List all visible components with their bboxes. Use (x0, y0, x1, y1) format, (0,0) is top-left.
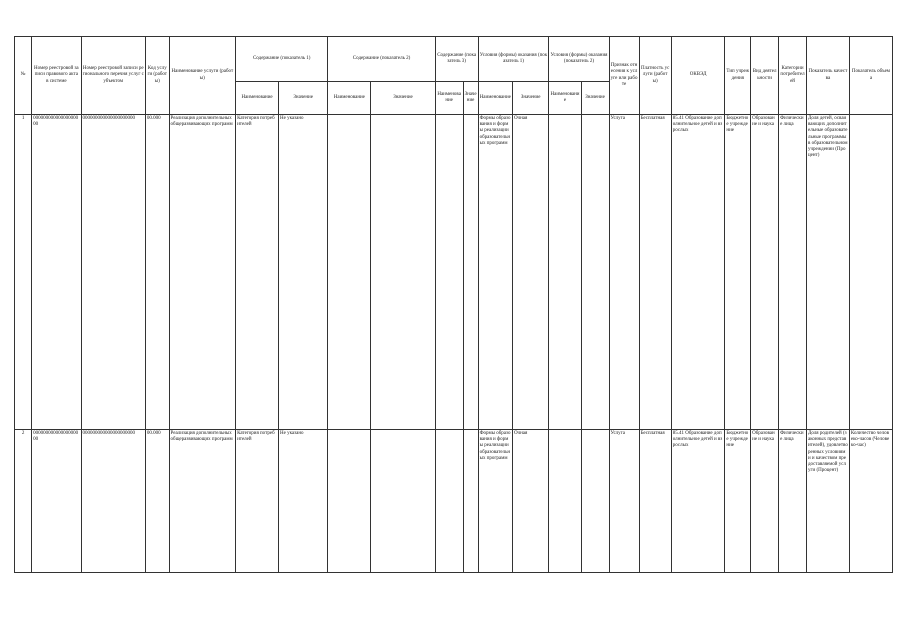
header-reg-subj: Номер реестровой записи регионального перечня услуг субъектом (81, 37, 145, 115)
cell-usl2-naim (549, 430, 581, 573)
cell-usl1-naim: Формы образования и формы реализации образовательных программ (478, 115, 512, 430)
header-pok-kach: Показатель качества (806, 37, 849, 115)
cell-num: 1 (15, 115, 32, 430)
cell-okved: 85.41 Образование дополнительное детей и взрослых (671, 115, 725, 430)
cell-pok-kach: Доля детей, осваивающих дополнительные образовательные программы в образовательном учреждении (Процент) (806, 115, 849, 430)
cell-usl2-znach (581, 430, 609, 573)
header-usl2: Условия (формы) оказания (показатель 2) (549, 37, 609, 82)
cell-sod2-znach (371, 430, 435, 573)
cell-kod: 00.000 (145, 115, 169, 430)
cell-tip-uchr: Бюджетное учреждение (725, 430, 751, 573)
cell-okved: 85.41 Образование дополнительное детей и взрослых (671, 430, 725, 573)
header-naim-usl: Наименование услуги (работы) (169, 37, 236, 115)
cell-usl2-znach (581, 115, 609, 430)
subheader-sod3-naim: Наименование (435, 82, 463, 115)
header-row-1 (15, 37, 893, 82)
cell-num: 2 (15, 430, 32, 573)
header-sod1: Содержание (показатель 1) (236, 37, 328, 82)
cell-platnost: Бесплатная (639, 115, 671, 430)
header-vid-ds: Вид деятельности (751, 37, 779, 115)
cell-kat-potr: Физические лица (779, 430, 807, 573)
subheader-sod1-znach: Значение (279, 82, 328, 115)
cell-sod3-naim (435, 430, 463, 573)
cell-usl1-naim: Формы образования и формы реализации образовательных программ (478, 430, 512, 573)
header-priznak: Признак отнесения к услуге или работе (609, 37, 639, 115)
registry-sheet (14, 36, 893, 573)
subheader-sod2-znach: Значение (371, 82, 435, 115)
subheader-usl1-naim: Наименование (478, 82, 512, 115)
cell-sod3-znach (463, 430, 478, 573)
cell-reg-nomer: 00000000000000000000 (32, 430, 81, 573)
cell-pok-obem: Количество человеко-часов (Человеко-час) (849, 430, 892, 573)
cell-reg-nomer: 00000000000000000000 (32, 115, 81, 430)
header-sod2: Содержание (показатель 2) (328, 37, 435, 82)
cell-pok-kach: Доля родителей (законных представителей), удовлетворенных условиями и качеством предоставляемой услуги (Процент) (806, 430, 849, 573)
cell-sod3-znach (463, 115, 478, 430)
cell-sod3-naim (435, 115, 463, 430)
cell-naim-usl: Реализация дополнительных общеразвивающих программ (169, 115, 236, 430)
cell-usl1-znach: Очная (512, 430, 548, 573)
header-pok-obem: Показатель объема (849, 37, 892, 115)
subheader-usl2-znach: Значение (581, 82, 609, 115)
cell-vid-ds: Образование и наука (751, 430, 779, 573)
header-okved: ОКВЭД (671, 37, 725, 115)
subheader-usl1-znach: Значение (512, 82, 548, 115)
cell-sod1-znach: Не указано (279, 430, 328, 573)
header-kod: Код услуги (работы) (145, 37, 169, 115)
cell-pok-obem (849, 115, 892, 430)
subheader-usl2-naim: Наименование (549, 82, 581, 115)
cell-sod2-znach (371, 115, 435, 430)
header-kat-potr: Категории потребителей (779, 37, 807, 115)
header-num: № (15, 37, 32, 115)
cell-vid-ds: Образование и наука (751, 115, 779, 430)
cell-platnost: Бесплатная (639, 430, 671, 573)
cell-usl1-znach: Очная (512, 115, 548, 430)
cell-reg-subj: 000000000000000000000 (81, 115, 145, 430)
header-reg-nomer: Номер реестровой записи правового акта в системе (32, 37, 81, 115)
table-row (15, 115, 893, 430)
cell-priznak: Услуга (609, 115, 639, 430)
cell-kat-potr: Физические лица (779, 115, 807, 430)
cell-reg-subj: 000000000000000000000 (81, 430, 145, 573)
cell-sod1-znach: Не указано (279, 115, 328, 430)
subheader-sod2-naim: Наименование (328, 82, 371, 115)
cell-tip-uchr: Бюджетное учреждение (725, 115, 751, 430)
table-row (15, 430, 893, 573)
cell-sod1-naim: Категория потребителей (236, 115, 279, 430)
services-table (14, 36, 893, 573)
cell-usl2-naim (549, 115, 581, 430)
header-tip-uchr: Тип учреждения (725, 37, 751, 115)
cell-sod1-naim: Категория потребителей (236, 430, 279, 573)
header-platnost: Платность услуги (работы) (639, 37, 671, 115)
subheader-sod1-naim: Наименование (236, 82, 279, 115)
subheader-sod3-znach: Значение (463, 82, 478, 115)
cell-sod2-naim (328, 430, 371, 573)
cell-kod: 00.000 (145, 430, 169, 573)
header-usl1: Условия (формы) оказания (показатель 1) (478, 37, 549, 82)
header-sod3: Содержание (показатель 3) (435, 37, 478, 82)
cell-sod2-naim (328, 115, 371, 430)
cell-priznak: Услуга (609, 430, 639, 573)
cell-naim-usl: Реализация дополнительных общеразвивающих программ (169, 430, 236, 573)
